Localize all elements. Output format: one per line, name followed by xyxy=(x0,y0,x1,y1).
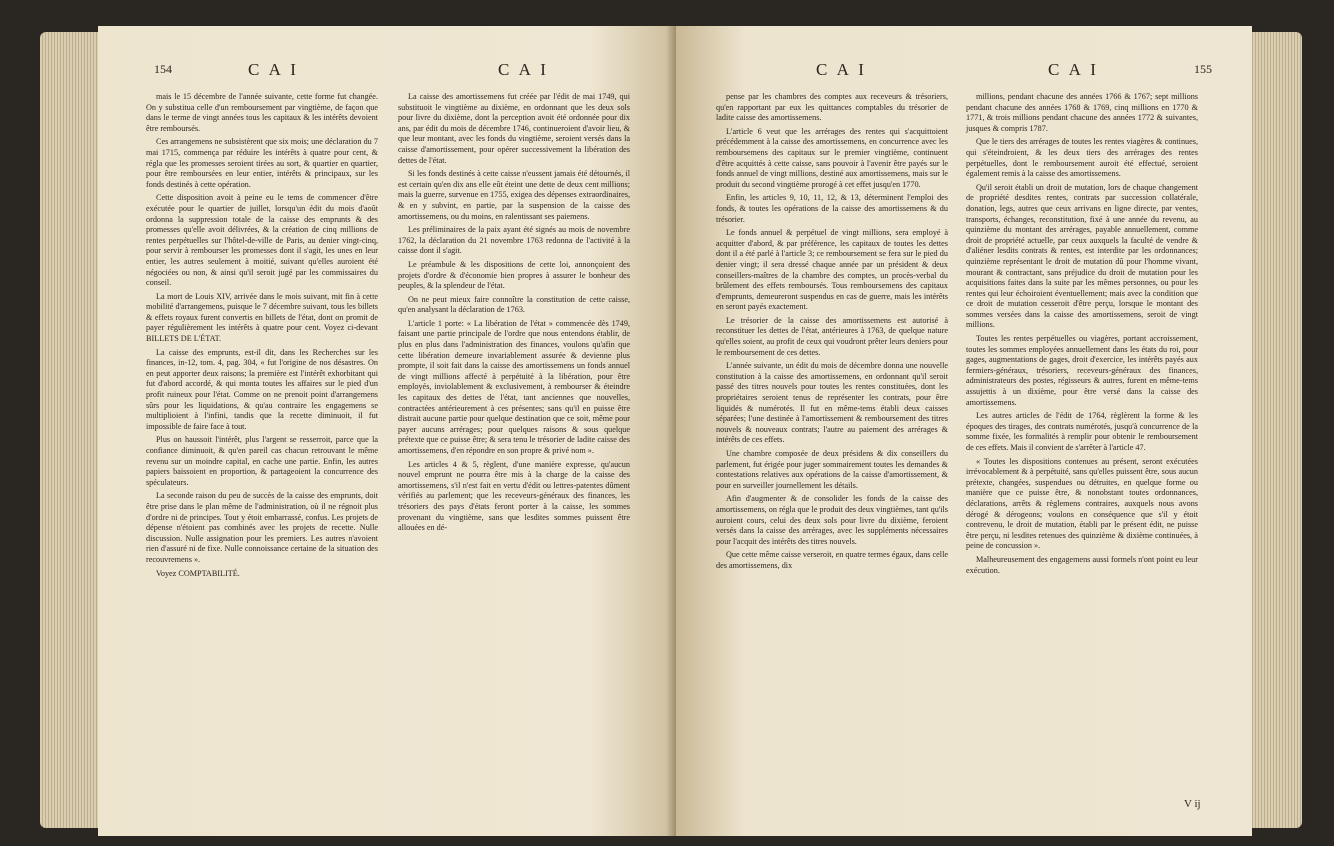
paragraph: Le préambule & les dispositions de cette loi, annonçoient des projets d'ordre & d'économie bien propres à assurer le bonheur des peuples, & la splendeur de l'état. xyxy=(398,259,630,291)
paragraph: Les autres articles de l'édit de 1764, règlèrent la forme & les époques des tirages, des contrats numérotés, jusqu'à concurrence de la somme fixée, les formalités à remplir pour obtenir le remboursement de ces effets. Mais il convient de s'arrêter à l'article 47. xyxy=(966,411,1198,452)
paragraph: Si les fonds destinés à cette caisse n'eussent jamais été détournés, il est certain qu'en dix ans elle eût éteint une dette de deux cent millions; mais la guerre, survenue en 1755, exigea des dépenses extraordinaires, & en y subvint, en partie, par la suspension de la caisse des amortissemens, ou du moins, en ralentissant ses paiemens. xyxy=(398,169,630,221)
paragraph: pense par les chambres des comptes aux receveurs & trésoriers, qu'en rapportant par eux les quittances comptables du trésorier de ladite caisse des amortissemens. xyxy=(716,92,948,123)
paragraph: Le trésorier de la caisse des amortissemens est autorisé à reconstituer les dettes de l'état, antérieures à 1763, de quelque nature qu'elles soient, au profit de ceux qui voudront prêter leurs deniers pour le remboursement de ces dettes. xyxy=(716,315,948,357)
paragraph: La seconde raison du peu de succès de la caisse des emprunts, doit être prise dans le plan même de l'administration, où il ne régnoit plus d'ordre ni de principes. Tout y étoit embarrassé, confus. Les projets de dépense n'étoient pas combinés avec les projets de recette. Nulle discussion. Nulle assignation pour les premiers. Les autres n'avoient rien d'assuré ni de fixe. Nulle connoissance certaine de la situation des recouvremens ». xyxy=(146,491,378,564)
paragraph: Malheureusement des engagemens aussi formels n'ont point eu leur exécution. xyxy=(966,554,1198,575)
paragraph: L'année suivante, un édit du mois de décembre donna une nouvelle constitution à la caisse des amortissemens, en ordonnant qu'il seroit passé des titres nouvels pour toutes les rentes constituées, dont les propriétaires seroient tenus de représenter les contrats, pour être liquidés & numérotés. Il fut en même-tems établi deux caisses séparées; l'une destinée à l'amortissement & remboursement des titres nouvels & nouveaux contrats; l'autre au paiement des arrérages & intérêts de ces effets. xyxy=(716,361,948,445)
right-page-column-2 xyxy=(966,92,1198,579)
right-page-column-1 xyxy=(716,92,948,575)
running-head-left: C A I xyxy=(816,60,867,79)
running-head-right: C A I xyxy=(1048,60,1099,79)
paragraph: Le fonds annuel & perpétuel de vingt millions, sera employé à acquitter d'abord, & par préférence, les capitaux de toutes les dettes dont il a été parlé à l'article 3; ce remboursement se fera sur le pied du denier vingt; il sera dressé chaque année par un président & deux conseillers-maîtres de la chambre des comptes, un procès-verbal du brûlement des effets remboursés. Tous remboursemens des capitaux d'emprunts, demeureront suspendus en cas de guerre, mais les intérêts en seront payés exactement. xyxy=(716,228,948,312)
paragraph: Une chambre composée de deux présidens & dix conseillers du parlement, fut érigée pour juger sommairement toutes les demandes & contestations relatives aux opérations de la caisse d'amortissement, & pour en surveiller journellement les détails. xyxy=(716,449,948,490)
page-number: 154 xyxy=(154,62,172,76)
open-book xyxy=(40,18,1302,836)
paragraph: Que cette même caisse verseroit, en quatre termes égaux, dans celle des amortissemens, dix xyxy=(716,550,948,570)
paragraph: Qu'il seroit établi un droit de mutation, lors de chaque changement de propriété desdites rentes, contrats par succession collatérale, donation, legs, autres que ceux arrivans en ligne directe, par ventes, transports, échanges, reconstitution, fixé à une année du revenu, au quinzième du montant des arrérages, payable annuellement, comme droit de propriété actuelle, par ceux auxquels la faculté de vendre & d'aliéner lesdits contrats & rentes, est interdite par les ordonnances; quinzième représentant le droit de mutation dû pour l'homme vivant, mourant & contractant, sans préjudice du droit de mutation pour les acquisitions faites dans la suite par les mêmes personnes, ou pour les rentes qui leur échoiroient éventuellement; mais avec la condition que ce droit de mutation cesseroit d'être perçu, lorsque le montant des sommes versées dans la caisse des amortissemens, seroit de vingt millions. xyxy=(966,182,1198,330)
running-head-left: C A I xyxy=(248,60,299,79)
paragraph: La caisse des emprunts, est-il dit, dans les Recherches sur les finances, in-12, tom. 4, pag. 304, « fut l'origine de nos désastres. On en peut apporter deux raisons; la première est l'intérêt exhorbitant qui fut d'abord accordé, & qui monta toutes les affaires sur le pied d'un profit ruineux pour l'état. Comme on ne prenoit point d'arrangemens sûrs pour les liquidations, & qu'au contraire les engagemens se multiplioient à l'infini, tandis que la recette diminuoit, il fut impossible de faire face à tout. xyxy=(146,347,378,431)
paragraph: Toutes les rentes perpétuelles ou viagères, portant accroissement, toutes les sommes employées annuellement dans les états du roi, pour gages, augmentations de gages, droit d'exercice, les intérêts payés aux fermiers-généraux, trésoriers, receveurs-généraux des finances, administrateurs des postes, régisseurs & autres, furent en même-tems assujettis à un dixième, pour être versé dans la caisse des amortissemens. xyxy=(966,334,1198,407)
signature-mark: V ij xyxy=(1184,798,1201,810)
right-page xyxy=(676,26,1252,836)
paragraph: L'article 6 veut que les arrérages des rentes qui s'acquittoient précédemment à la caisse des amortissemens, en concurrence avec les remboursemens des capitaux sur le premier vingtième, continuent d'être acquittés à cette caisse, sans pouvoir à l'avenir être payés sur le fonds annuel de vingt millions, destiné aux amortissemens, mais sur le produit du second vingtième prorogé à cet effet jusqu'en 1770. xyxy=(716,126,948,189)
paragraph: La caisse des amortissemens fut créée par l'édit de mai 1749, qui substituoit le vingtième au dixième, en ordonnant que les deux sols pour livre du dixième, dont la perception avoit été ordonnée pour dix ans, par édit du mois de décembre 1746, continueroient d'avoir lieu, & que leur montant, avec les fonds du vingtième, seroient versés dans la caisse d'amortissement, pour opérer successivement la libération des dettes de l'état. xyxy=(398,92,630,165)
paragraph: Les préliminaires de la paix ayant été signés au mois de novembre 1762, la déclaration du 21 novembre 1763 redonna de l'activité à la caisse dont il s'agit. xyxy=(398,225,630,256)
paragraph: « Toutes les dispositions contenues au présent, seront exécutées irrévocablement & à perpétuité, sans qu'elles puissent être, sous aucun prétexte, changées, suspendues ou détruites, en quelque forme ou manière que ce puisse être, & nonobstant toutes ordonnances, déclarations, arrêts & règlemens contraires, auxquels nous avons dérogé & dérogeons; voulons en conséquence que s'il y étoit contrevenu, le droit de mutation, établi par le présent édit, ne puisse être perçu, ni lesdites retenues des quinzième & dixième continuées, à peine de concussion ». xyxy=(966,456,1198,551)
paragraph: Les articles 4 & 5, règlent, d'une manière expresse, qu'aucun nouvel emprunt ne pourra être mis à la charge de la caisse des amortissemens, s'il n'est fait en vertu d'édit ou lettres-patentes dûment vérifiés au parlement; que les receveurs-généraux des finances, les trésoriers des pays d'états feront porter à la caisse, les sommes provenant du vingtième, sans que lesdites sommes puissent être allouées en dé- xyxy=(398,459,630,533)
paragraph: Plus on haussoit l'intérêt, plus l'argent se resserroit, parce que la confiance diminuoit, & qu'en pareil cas chacun retrouvant le même revenu sur un moindre capital, en cache une partie. Enfin, les autres papiers baissoient en proportion, & partageoient la concurrence des spéculateurs. xyxy=(146,435,378,487)
paragraph: On ne peut mieux faire connoître la constitution de cette caisse, qu'en analysant la déclaration de 1763. xyxy=(398,294,630,315)
left-page xyxy=(98,26,676,836)
paragraph: mais le 15 décembre de l'année suivante, cette forme fut changée. On y substitua celle d'un remboursement par vingtième, de façon que dans le terme de vingt années tous les capitaux & les intérêts devoient être remboursés. xyxy=(146,92,378,133)
paragraph: La mort de Louis XIV, arrivée dans le mois suivant, mit fin à cette mobilité d'arrangemens, puisque le 7 décembre suivant, tous les billets & effets royaux furent convertis en billets de l'état, dont on promit de payer régulièrement les intérêts à quatre pour cent. Voyez ci-devant BILLETS DE L'ÉTAT. xyxy=(146,291,378,344)
paragraph: Cette disposition avoit à peine eu le tems de commencer d'être exécutée pour le quartier de juillet, lorsqu'un édit du mois d'août ordonna la suppression totale de la caisse des emprunts & des promesses qu'elle avoit délivrées, & la création de cinq millions de rentes perpétuelles sur l'hôtel-de-ville de Paris, au denier vingt-cinq, pour servir à rembourser les promesses dont il s'agit, les unes en leur entier, les autres seulement à moitié, suivant qu'elles auroient été négociées ou non, & ainsi qu'il seroit jugé par les commissaires du conseil. xyxy=(146,193,378,288)
left-page-column-2 xyxy=(398,92,630,537)
paragraph: Ces arrangemens ne subsistèrent que six mois; une déclaration du 7 mai 1715, commença par réduire les intérêts à quatre pour cent, & régla que les promesses seroient tirées au sort, & quartier en quartier, pour être remboursées en leur entier, intérêts & principaux, sur les fonds destinés à cette opération. xyxy=(146,137,378,189)
page-number: 155 xyxy=(1194,62,1212,76)
paragraph: Afin d'augmenter & de consolider les fonds de la caisse des amortissemens, on régla que le produit des deux vingtièmes, tant qu'ils auroient cours, celui des deux sols pour livre du dixième, feroient versés dans la caisse des arrérages, avec les suppléments nécessaires pour l'acquit des intérêts des titres nouvels. xyxy=(716,494,948,546)
page-stack-left xyxy=(40,32,102,828)
paragraph: Enfin, les articles 9, 10, 11, 12, & 13, déterminent l'emploi des fonds, & toutes les opérations de la caisse des amortissemens & du trésorier. xyxy=(716,193,948,224)
paragraph: Que le tiers des arrérages de toutes les rentes viagères & continues, qui s'éteindroient, & les deux tiers des arrérages des rentes perpétuelles, dont le remboursement auroit été effectué, seroient également remis à la caisse des amortissemens. xyxy=(966,137,1198,179)
paragraph: L'article 1 porte: « La libération de l'état » commencée dès 1749, faisant une partie principale de l'ordre que nous entendons établir, de plus en plus dans l'administration des finances, voulons qu'afin que cette libération demeure invariablement assurée & devienne plus prompte, il soit fait dans la caisse des amortissemens un fonds annuel de vingt millions affecté à perpétuité à la libération, pour être employés, inviolablement & exclusivement, à rembourser & éteindre les capitaux des dettes de l'état, tant anciennes que nouvelles, contractées antérieurement à ces présentes; sans qu'il en puisse être distrait aucune partie pour quelque destination que ce soit, même pour payer aucuns arrérages; pour quelques raisons & sous quelque prétexte que ce puisse être; & sera tenu le trésorier de ladite caisse des amortissemens, d'en répondre en son propre & privé nom ». xyxy=(398,318,630,455)
running-head-right: C A I xyxy=(498,60,549,79)
page-stack-right xyxy=(1250,32,1302,828)
left-page-column-1 xyxy=(146,92,378,582)
paragraph: Voyez COMPTABILITÉ. xyxy=(156,568,240,578)
paragraph: millions, pendant chacune des années 1766 & 1767; sept millions pendant chacune des années 1768 & 1769, cinq millions en 1770 & 1771, & trois millions pendant chacune des années 1772 & suivantes, jusques & compris 1787. xyxy=(966,92,1198,133)
